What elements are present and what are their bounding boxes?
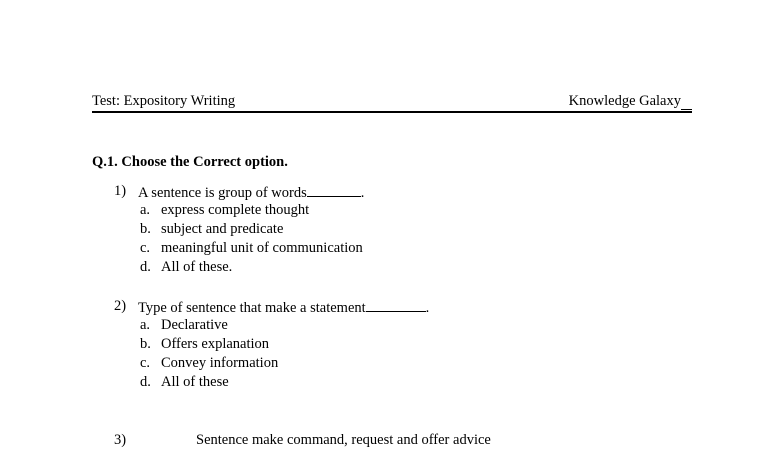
option-letter: d. <box>140 259 151 275</box>
section-heading: Q.1. Choose the Correct option. <box>92 154 288 170</box>
question-trailing: . <box>425 300 430 316</box>
header-underline-tail <box>681 93 692 110</box>
question-number: 2) <box>114 298 127 314</box>
question-text-wrap <box>138 183 364 202</box>
option-b <box>92 221 742 240</box>
question-1 <box>92 183 742 278</box>
question-number: 1) <box>114 183 127 199</box>
answer-blank <box>307 183 361 197</box>
question-3 <box>92 432 742 451</box>
option-text: subject and predicate <box>161 221 284 237</box>
question-line <box>92 432 742 451</box>
test-title: Test: Expository Writing <box>92 93 236 109</box>
option-letter: a. <box>140 202 151 218</box>
option-d <box>92 259 742 278</box>
option-d <box>92 374 742 393</box>
question-text: Type of sentence that make a statement <box>138 300 366 316</box>
option-text: Declarative <box>161 317 228 333</box>
option-letter: c. <box>140 240 151 256</box>
question-line <box>92 298 742 317</box>
option-letter: b. <box>140 221 151 237</box>
option-text: Offers explanation <box>161 336 270 352</box>
option-c <box>92 240 742 259</box>
option-letter: c. <box>140 355 151 371</box>
option-text: meaningful unit of communication <box>161 240 363 256</box>
question-2 <box>92 298 742 393</box>
option-c <box>92 355 742 374</box>
option-b <box>92 336 742 355</box>
question-text: Sentence make command, request and offer advice <box>196 432 491 448</box>
option-a <box>92 202 742 221</box>
option-text: All of these <box>161 374 229 390</box>
option-letter: b. <box>140 336 151 352</box>
option-letter: d. <box>140 374 151 390</box>
option-text: express complete thought <box>161 202 310 218</box>
question-number: 3) <box>114 432 127 448</box>
option-text: Convey information <box>161 355 279 371</box>
question-text-wrap <box>138 298 429 317</box>
option-text: All of these. <box>161 259 233 275</box>
question-line <box>92 183 742 202</box>
question-text: A sentence is group of words <box>138 185 307 201</box>
question-trailing: . <box>360 185 365 201</box>
publisher-name: Knowledge Galaxy <box>568 93 681 109</box>
answer-blank <box>366 298 426 312</box>
option-a <box>92 317 742 336</box>
document-header <box>92 93 692 113</box>
option-letter: a. <box>140 317 151 333</box>
